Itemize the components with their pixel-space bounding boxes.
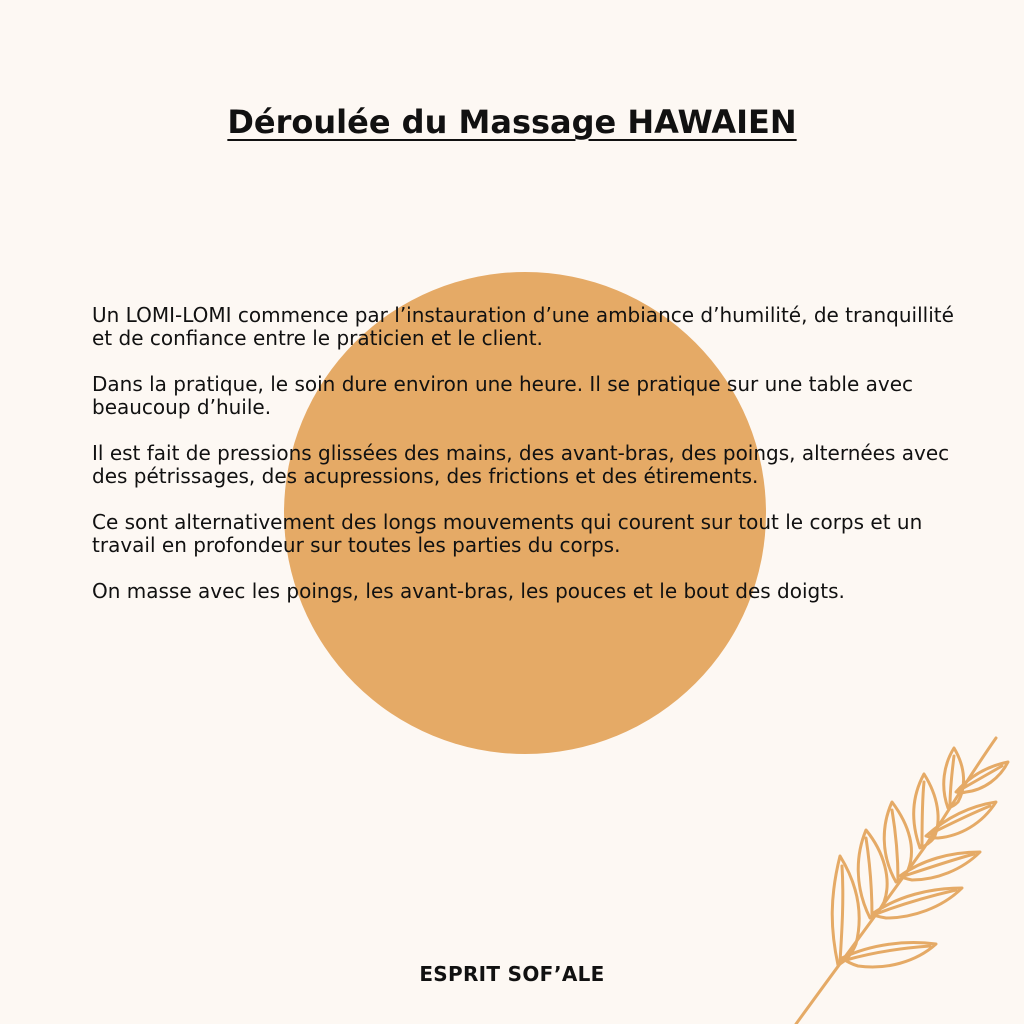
paragraph-5: On masse avec les poings, les avant-bras, les pouces et le bout des doigts.	[92, 579, 845, 603]
paragraph-3: Il est fait de pressions glissées des mains, des avant-bras, des poings, alternées avec des pétrissages, des acupressions, des frictions et des étirements.	[92, 441, 950, 488]
paragraph-1: Un LOMI-LOMI commence par l’instauration d’une ambiance d’humilité, de tranquillité et de confiance entre le praticien et le client.	[92, 303, 954, 350]
page-title: Déroulée du Massage HAWAIEN	[227, 103, 797, 141]
brand-name: ESPRIT SOF’ALE	[419, 962, 605, 986]
paragraph-4: Ce sont alternativement des longs mouvements qui courent sur tout le corps et un travail en profondeur sur toutes les parties du corps.	[92, 510, 923, 557]
paragraph-2: Dans la pratique, le soin dure environ une heure. Il se pratique sur une table avec beaucoup d’huile.	[92, 372, 914, 419]
body-text	[92, 304, 972, 626]
